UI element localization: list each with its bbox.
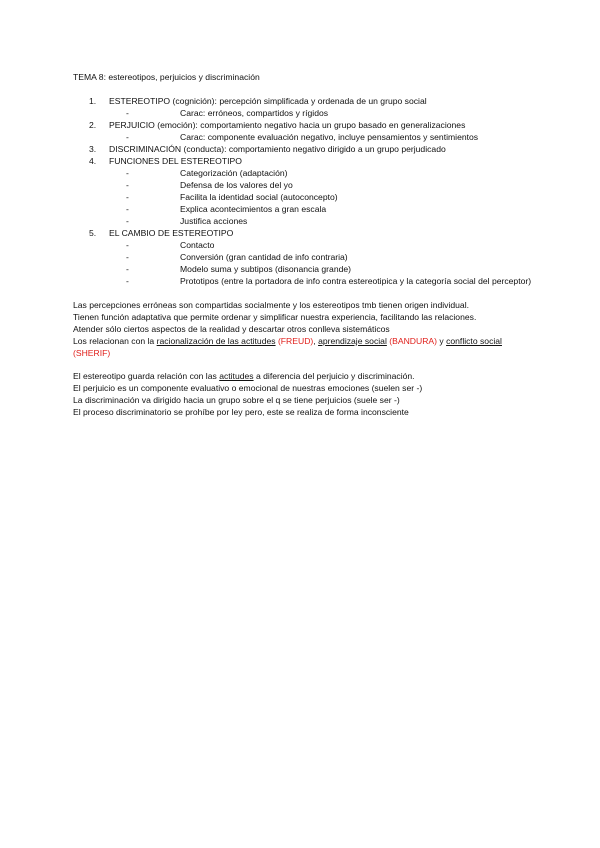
subitem-text: Contacto xyxy=(180,240,215,250)
outline-subitem xyxy=(73,191,543,203)
theory-social-conflict: conflicto social xyxy=(446,336,502,346)
bullet-dash: - xyxy=(126,204,129,214)
paragraph-line: Tienen función adaptativa que permite ordenar y simplificar nuestra experiencia, facilitando las relaciones. xyxy=(73,312,477,322)
outline-number: 5. xyxy=(89,228,97,238)
bullet-dash: - xyxy=(126,192,129,202)
subitem-text: Conversión (gran cantidad de info contraria) xyxy=(180,252,348,262)
bullet-dash: - xyxy=(126,180,129,190)
outline-subitem xyxy=(73,167,543,179)
bullet-dash: - xyxy=(126,216,129,226)
outline-subitem xyxy=(73,131,543,143)
outline-subitem xyxy=(73,215,543,227)
bullet-dash: - xyxy=(126,108,129,118)
bullet-dash: - xyxy=(126,252,129,262)
paragraph-relations xyxy=(73,370,533,418)
line-prefix: El estereotipo guarda relación con las xyxy=(73,371,220,381)
outline-subitem xyxy=(73,179,543,191)
outline-item-1 xyxy=(73,95,543,107)
separator: y xyxy=(437,336,447,346)
outline-item-5 xyxy=(73,227,543,239)
outline-item-4 xyxy=(73,155,543,167)
outline-subitem xyxy=(73,239,543,251)
outline-subitem xyxy=(73,263,543,275)
outline-text: FUNCIONES DEL ESTEREOTIPO xyxy=(109,156,242,166)
paragraph-line xyxy=(73,370,533,382)
outline-text: EL CAMBIO DE ESTEREOTIPO xyxy=(109,228,234,238)
outline-subitem xyxy=(73,107,543,119)
bullet-dash: - xyxy=(126,240,129,250)
subitem-text: Facilita la identidad social (autoconcepto) xyxy=(180,192,338,202)
topic-outline xyxy=(73,95,543,287)
line-suffix: a diferencia del perjuicio y discriminación. xyxy=(253,371,415,381)
subitem-text: Defensa de los valores del yo xyxy=(180,180,293,190)
subitem-text: Carac: componente evaluación negativo, incluye pensamientos y sentimientos xyxy=(180,132,479,142)
paragraph-line: La discriminación va dirigido hacia un grupo sobre el q se tiene perjuicios (suele ser -) xyxy=(73,395,400,405)
outline-number: 4. xyxy=(89,156,97,166)
subitem-text: Carac: erróneos, compartidos y rígidos xyxy=(180,108,329,118)
paragraph-line: El perjuicio es un componente evaluativo o emocional de nuestras emociones (suelen ser -) xyxy=(73,383,423,393)
paragraph-line: Las percepciones erróneas son compartidas socialmente y los estereotipos tmb tienen origen individual. xyxy=(73,300,470,310)
subitem-text: Categorización (adaptación) xyxy=(180,168,288,178)
theories-prefix: Los relacionan con la xyxy=(73,336,157,346)
subitem-text: Explica acontecimientos a gran escala xyxy=(180,204,327,214)
subitem-text: Justifica acciones xyxy=(180,216,248,226)
paragraph-line: El proceso discriminatorio se prohíbe por ley pero, este se realiza de forma inconsciente xyxy=(73,407,409,417)
outline-number: 3. xyxy=(89,144,97,154)
paragraph-line: Atender sólo ciertos aspectos de la realidad y descartar otros conlleva sistemáticos xyxy=(73,324,390,334)
author-freud: (FREUD) xyxy=(275,336,314,346)
outline-text: DISCRIMINACIÓN (conducta): comportamiento negativo dirigido a un grupo perjudicado xyxy=(109,144,446,154)
theory-rationalization: racionalización de las actitudes xyxy=(156,336,276,346)
bullet-dash: - xyxy=(126,168,129,178)
outline-item-3 xyxy=(73,143,543,155)
theory-social-learning: aprendizaje social xyxy=(318,336,387,346)
paragraph-stereotype-origins xyxy=(73,299,533,359)
outline-subitem xyxy=(73,251,543,263)
underlined-term: actitudes xyxy=(219,371,254,381)
outline-number: 2. xyxy=(89,120,97,130)
bullet-dash: - xyxy=(126,132,129,142)
separator: , xyxy=(313,336,319,346)
outline-text: PERJUICIO (emoción): comportamiento negativo hacia un grupo basado en generalizaciones xyxy=(109,120,466,130)
bullet-dash: - xyxy=(126,276,129,286)
outline-subitem xyxy=(73,203,543,215)
document-title: TEMA 8: estereotipos, perjuicios y discriminación xyxy=(73,72,260,82)
theories-line xyxy=(73,335,533,359)
author-sherif: (SHERIF) xyxy=(73,348,111,358)
outline-item-2 xyxy=(73,119,543,131)
subitem-text: Prototipos (entre la portadora de info contra estereotipica y la categoría social del perceptor) xyxy=(180,276,532,286)
author-bandura: (BANDURA) xyxy=(386,336,437,346)
subitem-text: Modelo suma y subtipos (disonancia grande) xyxy=(180,264,352,274)
bullet-dash: - xyxy=(126,264,129,274)
outline-number: 1. xyxy=(89,96,97,106)
outline-subitem xyxy=(73,275,543,287)
outline-text: ESTEREOTIPO (cognición): percepción simplificada y ordenada de un grupo social xyxy=(109,96,427,106)
